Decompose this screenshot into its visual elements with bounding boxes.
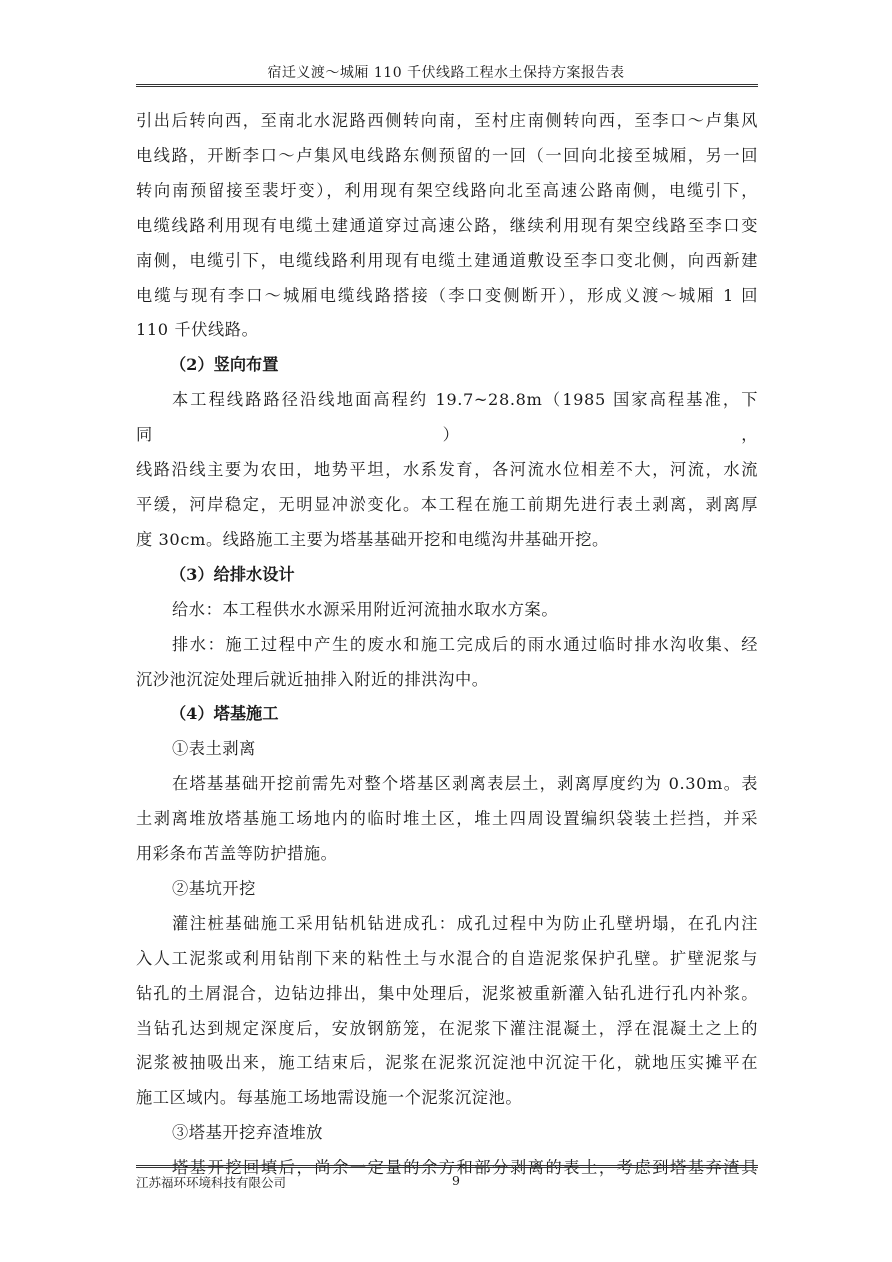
- section-heading: （3）给排水设计: [170, 564, 295, 584]
- paragraph-line: 沉沙池沉淀处理后就近抽排入附近的排洪沟中。: [136, 669, 489, 689]
- paragraph-line: 本工程线路路径沿线地面高程约 19.7~28.8m（1985 国家高程基准，下同），: [136, 390, 758, 445]
- section-heading: （4）塔基施工: [170, 704, 279, 724]
- paragraph-line: 泥浆被抽吸出来，施工结束后，泥浆在泥浆沉淀池中沉淀干化，就地压实摊平在: [136, 1053, 758, 1073]
- paragraph-line: ③塔基开挖弃渣堆放: [172, 1123, 324, 1143]
- paragraph-line: 电缆与现有李口～城厢电缆线路搭接（李口变侧断开），形成义渡～城厢 1 回: [136, 285, 758, 305]
- paragraph-line: 排水：施工过程中产生的废水和施工完成后的雨水通过临时排水沟收集、经: [172, 634, 758, 654]
- paragraph-line: 引出后转向西，至南北水泥路西侧转向南，至村庄南侧转向西，至李口～卢集风: [136, 111, 758, 130]
- page-header-title: 宿迁义渡～城厢 110 千伏线路工程水土保持方案报告表: [267, 65, 625, 81]
- section-heading: （2）竖向布置: [170, 355, 279, 375]
- paragraph-line: 转向南预留接至裴圩变），利用现有架空线路向北至高速公路南侧，电缆引下，: [136, 180, 758, 200]
- footer-rule: [136, 1165, 758, 1168]
- paragraph-line: 度 30cm。线路施工主要为塔基基础开挖和电缆沟井基础开挖。: [136, 529, 609, 549]
- paragraph-line: 用彩条布苫盖等防护措施。: [136, 844, 338, 864]
- paragraph-line: 线路沿线主要为农田，地势平坦，水系发育，各河流水位相差不大，河流，水流: [136, 460, 758, 480]
- paragraph-line: 当钻孔达到规定深度后，安放钢筋笼，在泥浆下灌注混凝土，浮在混凝土之上的: [136, 1018, 758, 1038]
- header-rule: [136, 84, 758, 87]
- paragraph-line: 土剥离堆放塔基施工场地内的临时堆土区，堆土四周设置编织袋装土拦挡，并采: [136, 809, 758, 829]
- paragraph-line: 电线路，开断李口～卢集风电线路东侧预留的一回（一回向北接至城厢，另一回: [136, 145, 758, 165]
- paragraph-line: 灌注桩基础施工采用钻机钻进成孔：成孔过程中为防止孔壁坍塌，在孔内注: [172, 913, 758, 933]
- page-number: 9: [452, 1173, 460, 1188]
- paragraph-line: 塔基开挖回填后，尚余一定量的余方和部分剥离的表土，考虑到塔基弃渣具: [172, 1158, 758, 1178]
- paragraph-line: 110 千伏线路。: [136, 320, 259, 340]
- body-content: [136, 104, 758, 1186]
- paragraph-line: 电缆线路利用现有电缆土建通道穿过高速公路，继续利用现有架空线路至李口变: [136, 215, 758, 235]
- paragraph-line: 平缓，河岸稳定，无明显冲淤变化。本工程在施工前期先进行表土剥离，剥离厚: [136, 494, 758, 514]
- paragraph-line: 南侧，电缆引下，电缆线路利用现有电缆土建通道敷设至李口变北侧，向西新建: [136, 250, 758, 270]
- paragraph-line: 施工区域内。每基施工场地需设施一个泥浆沉淀池。: [136, 1088, 523, 1108]
- paragraph-line: 钻孔的土屑混合，边钻边排出，集中处理后，泥浆被重新灌入钻孔进行孔内补浆。: [136, 983, 758, 1003]
- paragraph-line: 在塔基基础开挖前需先对整个塔基区剥离表层土，剥离厚度约为 0.30m。表: [172, 774, 758, 794]
- paragraph-line: ②基坑开挖: [172, 878, 256, 898]
- footer-company: 江苏福环环境科技有限公司: [136, 1175, 287, 1190]
- paragraph-line: 给水：本工程供水水源采用附近河流抽水取水方案。: [172, 599, 559, 619]
- paragraph-line: ①表土剥离: [172, 739, 256, 759]
- paragraph-line: 入人工泥浆或利用钻削下来的粘性土与水混合的自造泥浆保护孔壁。扩壁泥浆与: [136, 948, 758, 968]
